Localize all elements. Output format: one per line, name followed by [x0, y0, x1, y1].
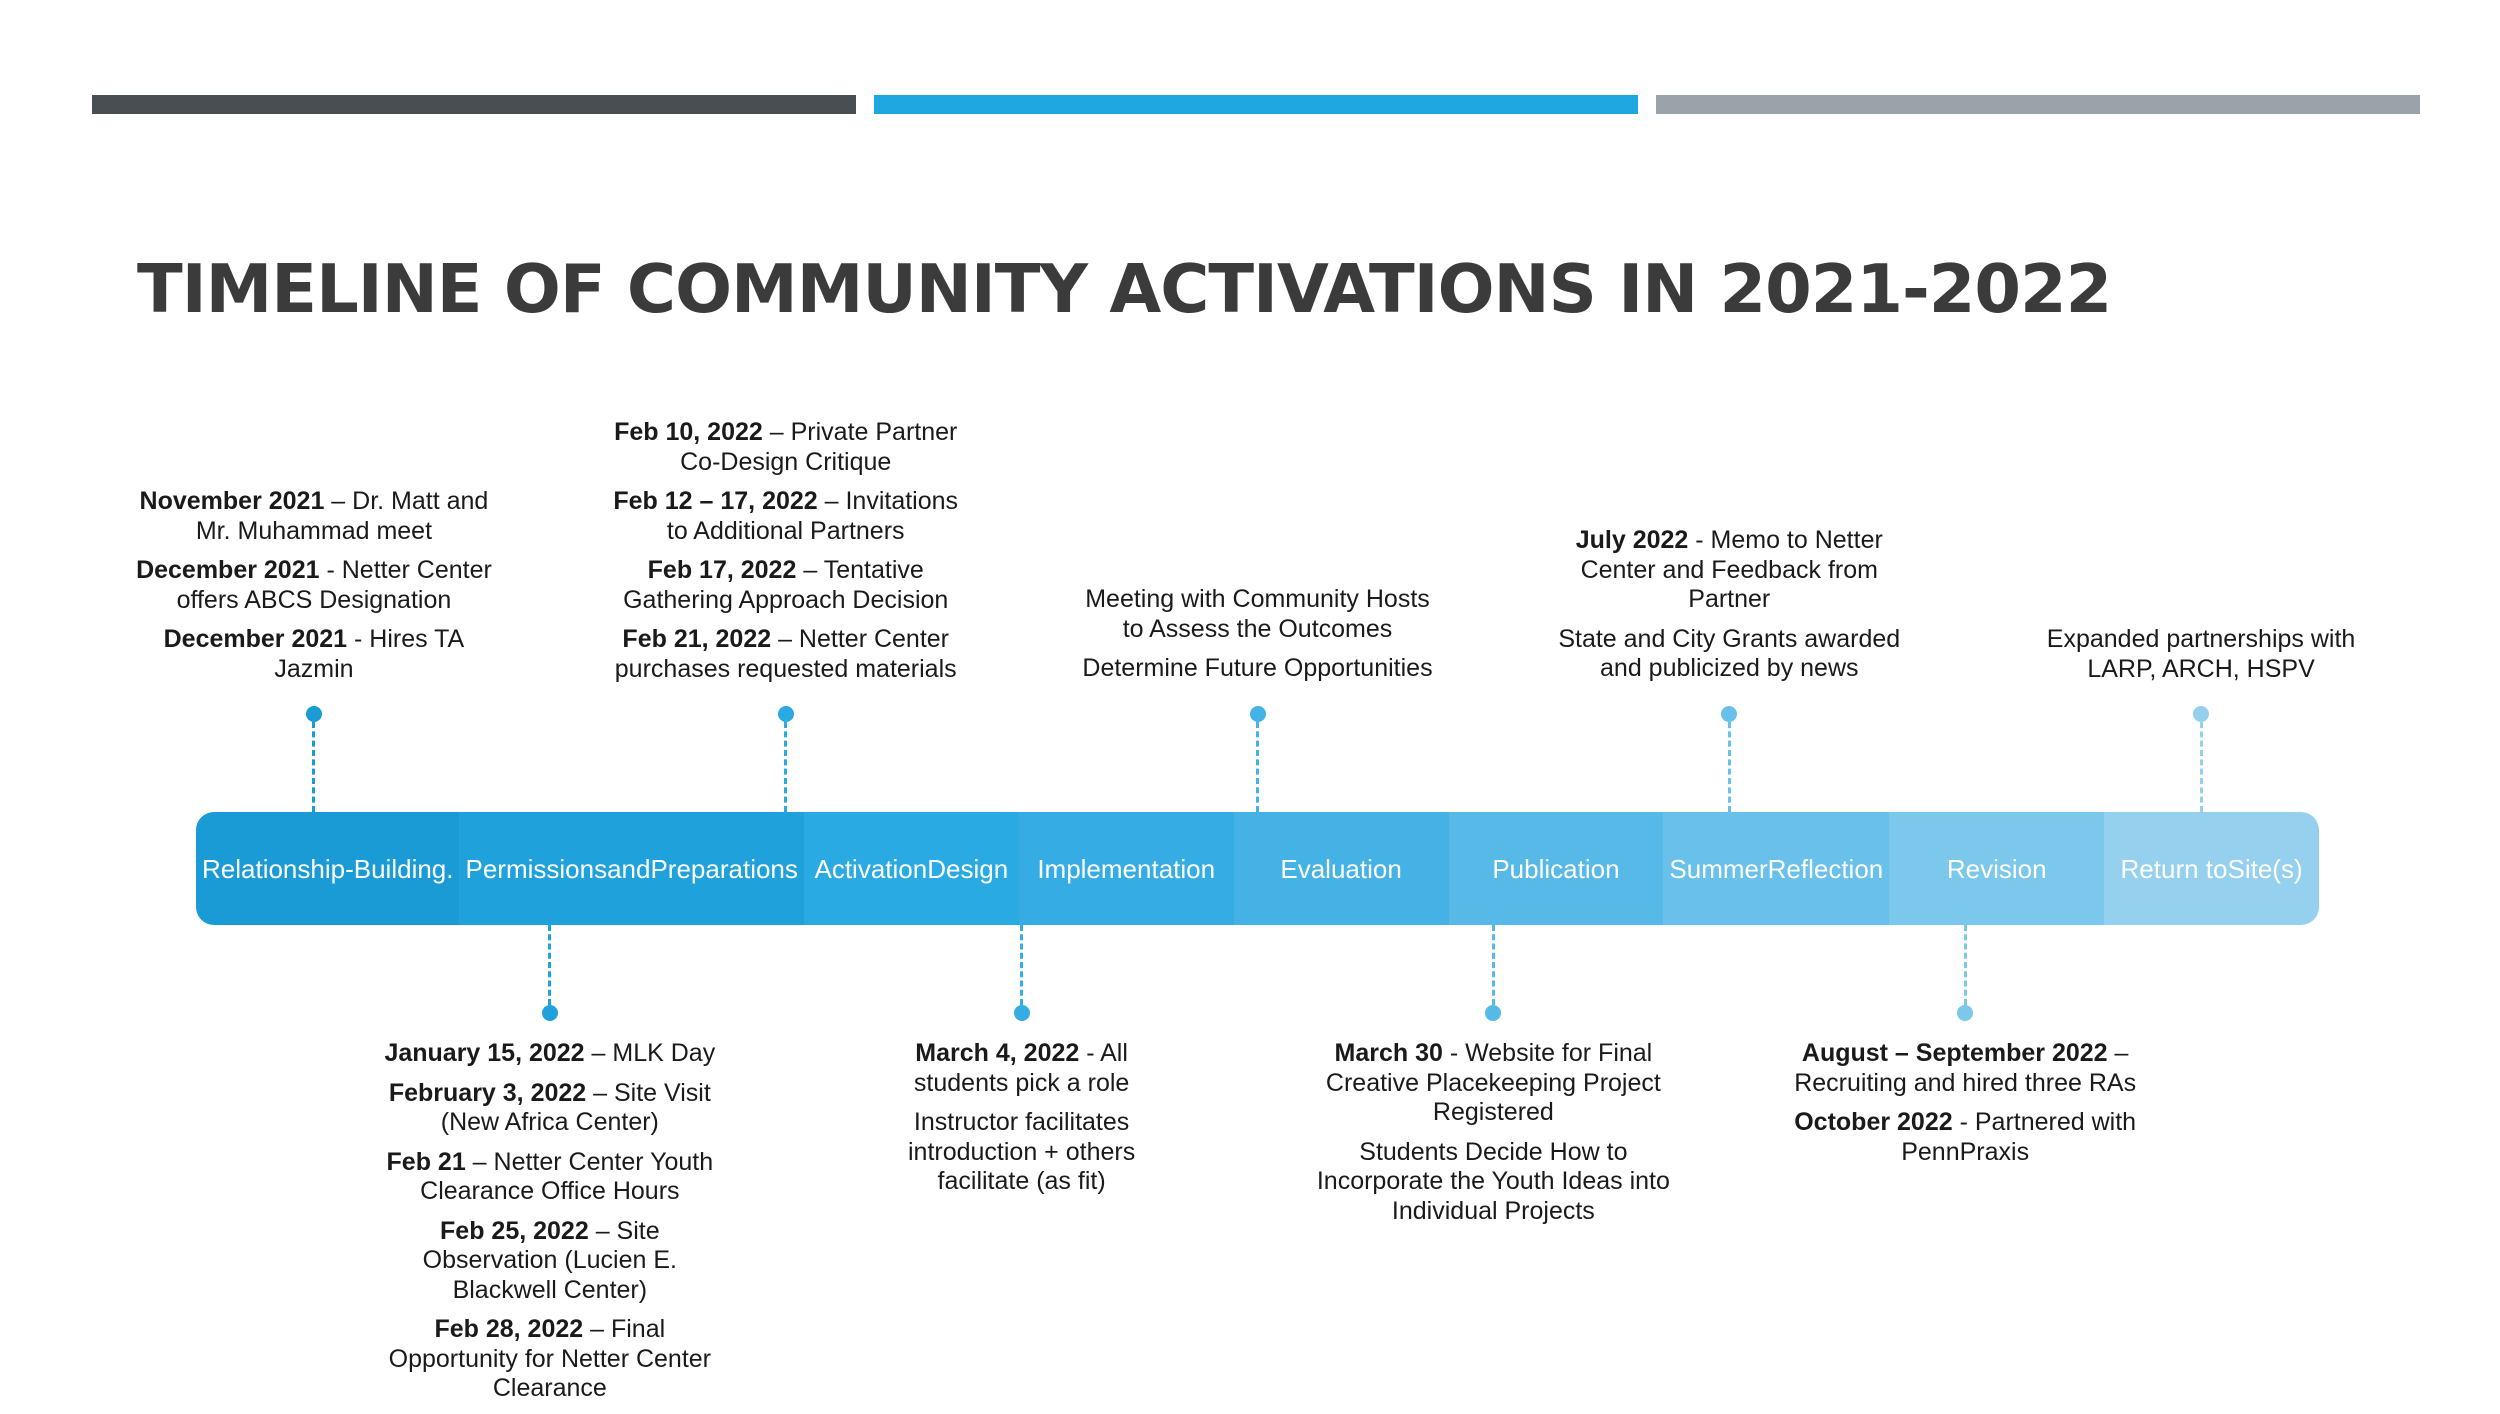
note-date: December 2021	[163, 625, 348, 653]
bottom-connector-dot	[1014, 1005, 1030, 1021]
note-entry	[566, 556, 1006, 615]
note-entry	[1509, 625, 1949, 684]
note-text: – Recruiting and hired three RAs	[1794, 1039, 2137, 1097]
note-date: Feb 12 – 17, 2022	[613, 487, 818, 515]
note-text: State and City Grants awarded and publicized by news	[1558, 624, 1901, 682]
bottom-connector-line	[1492, 925, 1495, 1005]
note-entry	[1509, 526, 1949, 615]
note-entry	[566, 487, 1006, 546]
stage-label: Preparations	[650, 853, 798, 884]
note-entry	[802, 1108, 1242, 1197]
stage-5	[1234, 812, 1449, 925]
top-connector-line	[2200, 722, 2203, 812]
note-text: – Site Visit (New Africa Center)	[440, 1078, 711, 1136]
bottom-connector-dot	[542, 1005, 558, 1021]
note-text: – Private Partner Co-Design Critique	[680, 418, 958, 476]
note-text: Expanded partnerships with LARP, ARCH, HSPV	[2046, 625, 2356, 683]
note-entry	[94, 487, 534, 546]
stage-label: Reflection	[1767, 853, 1884, 884]
top-connector-dot	[2193, 706, 2209, 722]
note-text: – Netter Center Youth Clearance Office Hours	[420, 1147, 714, 1205]
note-text: – Site Observation (Lucien E. Blackwell Center)	[422, 1216, 677, 1304]
page-title: TIMELINE OF COMMUNITY ACTIVATIONS IN 2021-2022	[137, 250, 2112, 328]
bottom-connector-line	[1020, 925, 1023, 1005]
note-entry	[330, 1079, 770, 1138]
note-text: - Netter Center offers ABCS Designation	[176, 556, 492, 614]
note-text: Meeting with Community Hosts to Assess the Outcomes	[1085, 585, 1430, 643]
stage-1	[196, 812, 459, 925]
top-connector-line	[312, 722, 315, 812]
timeline-band	[196, 812, 2319, 925]
note-entry	[94, 556, 534, 615]
stage-label: Evaluation	[1280, 853, 1402, 884]
stage-label: and	[607, 853, 651, 884]
stage-label: Return to	[2120, 853, 2228, 884]
top-note-2	[566, 418, 1006, 694]
note-entry	[1273, 1138, 1713, 1227]
bottom-connector-dot	[1485, 1005, 1501, 1021]
note-text: – Dr. Matt and Mr. Muhammad meet	[195, 487, 489, 545]
note-text: Students Decide How to Incorporate the Youth Ideas into Individual Projects	[1316, 1137, 1670, 1225]
top-connector-line	[784, 722, 787, 812]
note-date: August – September 2022	[1801, 1039, 2108, 1067]
note-text: – Netter Center purchases requested materials	[614, 625, 957, 683]
stage-label: Summer	[1669, 853, 1768, 884]
note-entry	[566, 418, 1006, 477]
note-entry	[94, 625, 534, 684]
note-date: July 2022	[1575, 526, 1689, 554]
note-date: Feb 25, 2022	[440, 1216, 589, 1245]
bottom-connector-line	[1964, 925, 1967, 1005]
bottom-note-5	[1273, 1039, 1713, 1236]
note-text: – Final Opportunity for Netter Center Clearance	[388, 1315, 712, 1402]
note-entry	[1038, 654, 1478, 684]
note-date: November 2021	[139, 487, 325, 515]
note-entry	[1981, 625, 2421, 684]
top-connector-dot	[778, 706, 794, 722]
stage-7	[1663, 812, 1889, 925]
stage-2	[459, 812, 803, 925]
stage-6	[1449, 812, 1664, 925]
bottom-note-3	[802, 1039, 1242, 1207]
header-bar-blue	[874, 95, 1638, 114]
note-text: – Tentative Gathering Approach Decision	[623, 556, 949, 614]
stage-label: Permissions	[465, 853, 608, 884]
note-date: Feb 17, 2022	[647, 556, 797, 584]
stage-label: Site(s)	[2227, 853, 2303, 884]
stage-8	[1889, 812, 2104, 925]
note-text: - Partnered with PennPraxis	[1901, 1108, 2137, 1166]
top-connector-dot	[1250, 706, 1266, 722]
bottom-note-7	[1745, 1039, 2185, 1177]
note-text: - All students pick a role	[913, 1039, 1130, 1097]
top-note-6	[1509, 526, 1949, 694]
stage-label: Revision	[1946, 853, 2047, 884]
note-date: January 15, 2022	[384, 1039, 585, 1067]
top-connector-dot	[306, 706, 322, 722]
note-entry	[1038, 585, 1478, 644]
note-entry	[330, 1217, 770, 1306]
note-entry	[566, 625, 1006, 684]
note-entry	[330, 1315, 770, 1404]
header-bar-dark	[92, 95, 856, 114]
stage-label: Implementation	[1037, 853, 1216, 884]
note-entry	[330, 1148, 770, 1207]
note-entry	[330, 1039, 770, 1069]
note-date: October 2022	[1794, 1108, 1953, 1136]
stage-label: Publication	[1492, 853, 1620, 884]
top-note-8	[1981, 625, 2421, 694]
note-date: March 30	[1334, 1039, 1443, 1067]
note-entry	[802, 1039, 1242, 1098]
note-date: March 4, 2022	[915, 1039, 1080, 1067]
note-date: Feb 21	[386, 1147, 466, 1176]
note-text: - Website for Final Creative Placekeeping Project Registered	[1325, 1039, 1661, 1126]
note-text: Instructor facilitates introduction + others facilitate (as fit)	[907, 1108, 1136, 1195]
note-date: December 2021	[136, 556, 320, 584]
bottom-connector-line	[548, 925, 551, 1005]
stage-label: Building.	[353, 853, 454, 884]
note-entry	[1273, 1039, 1713, 1128]
note-date: Feb 21, 2022	[622, 625, 772, 653]
note-date: Feb 28, 2022	[434, 1315, 584, 1343]
note-date: Feb 10, 2022	[614, 418, 763, 446]
top-connector-line	[1728, 722, 1731, 812]
top-note-0	[94, 487, 534, 694]
top-connector-line	[1256, 722, 1259, 812]
note-text: - Hires TA Jazmin	[274, 625, 465, 683]
note-text: – MLK Day	[584, 1039, 716, 1067]
stage-label: Activation	[814, 853, 928, 884]
stage-4	[1019, 812, 1234, 925]
header-bar-gray	[1656, 95, 2420, 114]
stage-label: Design	[927, 853, 1009, 884]
note-date: February 3, 2022	[388, 1078, 587, 1107]
note-text: Determine Future Opportunities	[1082, 654, 1433, 682]
stage-3	[804, 812, 1019, 925]
note-text: – Invitations to Additional Partners	[666, 487, 959, 545]
note-text: - Memo to Netter Center and Feedback from Partner	[1580, 526, 1883, 613]
stage-9	[2104, 812, 2319, 925]
stage-label: Relationship-	[202, 853, 354, 884]
bottom-note-1	[330, 1039, 770, 1414]
bottom-connector-dot	[1957, 1005, 1973, 1021]
note-entry	[1745, 1108, 2185, 1167]
note-entry	[1745, 1039, 2185, 1098]
top-note-4	[1038, 585, 1478, 694]
top-connector-dot	[1721, 706, 1737, 722]
